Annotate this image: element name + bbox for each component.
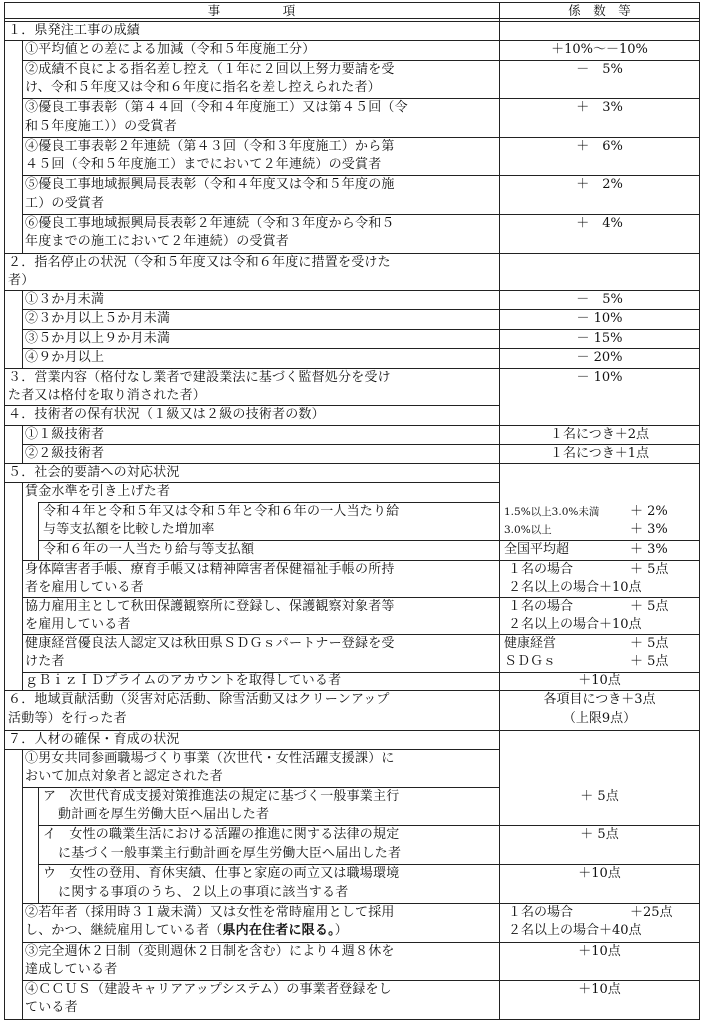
- section-7-title: ７．人材の確保・育成の状況: [8, 732, 180, 747]
- s7-item-2-value-2: ２名以上の場合＋40点: [508, 923, 642, 938]
- s1-item-5-value: ＋ 2%: [576, 177, 623, 192]
- s1-item-2: ②成績不良による指名差し控え（１年に２回以上努力要請を受: [25, 62, 395, 77]
- s1-item-3: ③優良工事表彰（第４４回（令和４年度施工）又は第４５回（令: [25, 100, 408, 115]
- rule: [22, 40, 23, 253]
- section-2-title: ２．指名停止の状況（令和５年度又は令和６年度に措置を受けた: [8, 255, 391, 270]
- s1-item-5-cont: 工）の受賞者: [25, 196, 105, 211]
- s5-probation: 協力雇用主として秋田保護観察所に登録し、保護観察対象者等: [25, 599, 395, 614]
- s7-item-2-cont: [25, 922, 497, 940]
- header-coefficient: 係 数 等: [568, 3, 631, 18]
- s7-item-3-value: ＋10点: [578, 944, 621, 959]
- s7-item-2-cont-bold: 県内在住者に限る。: [222, 923, 335, 938]
- s5-health: 健康経営優良法人認定又は秋田県ＳＤＧｓパートナー登録を受: [25, 636, 395, 651]
- section-6-title: ６．地域貢献活動（災害対応活動、除雪活動又はクリーンアップ: [8, 692, 390, 707]
- s5-wage-amount-condition: 全国平均超: [504, 542, 570, 557]
- rule: [4, 1019, 699, 1020]
- s7-sub-u-cont: に関する事項のうち、２以上の事項に該当する者: [58, 885, 349, 900]
- rule: [38, 787, 39, 903]
- s1-item-3-value: ＋ 3%: [576, 100, 623, 115]
- s5-wage-amount-points: ＋ 3%: [630, 542, 668, 557]
- s6-value: 各項目につき＋3点: [543, 692, 656, 707]
- s5-wage-increase-tier-2-points: ＋ 3%: [630, 522, 668, 537]
- s5-disability: 身体障害者手帳、療育手帳又は精神障害者保健福祉手帳の所持: [25, 562, 395, 577]
- s5-disability-value-1-points: ＋ 5点: [630, 562, 669, 577]
- s1-item-1-value: ＋10%～－10%: [551, 42, 648, 57]
- section-4-title: ４．技術者の保有状況（１級又は２級の技術者の数）: [8, 407, 325, 422]
- s5-gbizid-value: ＋10点: [578, 673, 621, 688]
- s7-item-2-value-1: １名の場合: [508, 905, 574, 920]
- s2-item-4-value: － 20%: [576, 350, 623, 365]
- s1-item-2-cont: け、令和５年度又は令和６年度に指名を差し控えられた者）: [25, 80, 381, 95]
- s2-item-1: ①３か月未満: [25, 292, 105, 307]
- s7-item-4: ④ＣＣＵＳ（建設キャリアアップシステム）の事業者登録をし: [25, 982, 392, 997]
- s7-sub-i: イ 女性の職業生活における活躍の推進に関する法律の規定: [43, 827, 400, 842]
- s4-item-1: ①１級技術者: [25, 427, 105, 442]
- rule: [4, 2, 5, 1020]
- s2-item-2: ②３か月以上５か月未満: [25, 311, 171, 326]
- s5-wage-increase: 令和４年と令和５年又は令和５年と令和６年の一人当たり給: [43, 504, 400, 519]
- s1-item-2-value: － 5%: [576, 62, 623, 77]
- s7-item-2: ②若年者（採用時３１歳未満）又は女性を常時雇用として採用: [25, 905, 395, 920]
- rule: [38, 502, 39, 560]
- s7-item-2-value-1-points: ＋25点: [630, 905, 673, 920]
- s1-item-6-cont: 年度までの施工において２年連続）の受賞者: [25, 234, 290, 249]
- s7-item-2-cont-a: し、かつ、継続雇用している者（: [25, 923, 223, 938]
- s5-health-value-2: ＳＤＧｓ: [504, 654, 557, 669]
- s7-item-1-cont: おいて加点対象者と認定された者: [25, 769, 224, 784]
- section-5-title: ５．社会的要請への対応状況: [8, 465, 180, 480]
- section-3-title: ３．営業内容（格付なし業者で建設業法に基づく監督処分を受け: [8, 370, 391, 385]
- s5-wage-increase-tier-1-points: ＋ 2%: [630, 504, 668, 519]
- section-6-title-cont: 活動等）を行った者: [8, 711, 127, 726]
- s5-wage-increase-tier-1: 1.5%以上3.0%未満: [504, 506, 600, 518]
- s6-value-limit: （上限9点）: [562, 711, 637, 726]
- s7-item-1: ①男女共同参画職場づくり事業（次世代・女性活躍支援課）に: [25, 751, 395, 766]
- section-1-title: １．県発注工事の成績: [8, 23, 141, 38]
- s1-item-6: ⑥優良工事地域振興局長表彰２年連続（令和３年度から令和５: [25, 216, 395, 231]
- s7-sub-u-value: ＋10点: [578, 866, 621, 881]
- s7-sub-u: ウ 女性の登用、育休実績、仕事と家庭の両立又は職場環境: [43, 866, 400, 881]
- s5-health-value-1: 健康経営: [504, 636, 557, 651]
- s7-item-3-cont: 達成している者: [25, 962, 118, 977]
- s5-disability-cont: 者を雇用している者: [25, 580, 144, 595]
- section-3-title-cont: た者又は格付を取り消された者）: [8, 388, 207, 403]
- s7-item-3: ③完全週休２日制（変則週休２日制を含む）により４週８休を: [25, 944, 395, 959]
- s1-item-5: ⑤優良工事地域振興局長表彰（令和４年度又は令和５年度の施: [25, 177, 395, 192]
- s7-sub-i-cont: に基づく一般事業主行動計画を厚生労働大臣へ届出した者: [58, 846, 402, 861]
- s5-probation-value-1-points: ＋ 5点: [630, 599, 669, 614]
- s7-item-4-value: ＋10点: [578, 982, 621, 997]
- header-item: 事 項: [207, 3, 296, 18]
- s2-item-1-value: － 5%: [576, 292, 623, 307]
- s1-item-4-value: ＋ 6%: [576, 139, 623, 154]
- s4-item-2-value: １名につき＋1点: [549, 446, 649, 461]
- rule: [22, 749, 23, 1019]
- section-2-title-cont: 者）: [8, 273, 35, 288]
- s5-health-cont: けた者: [25, 654, 65, 669]
- s2-item-2-value: － 10%: [576, 311, 623, 326]
- s7-sub-i-value: ＋ 5点: [580, 827, 619, 842]
- rule: [499, 253, 699, 254]
- s2-item-3-value: － 15%: [576, 331, 623, 346]
- s7-sub-a: ア 次世代育成支援対策推進法の規定に基づく一般事業主行: [43, 789, 400, 804]
- s1-item-4: ④優良工事表彰２年連続（第４３回（令和３年度施工）から第: [25, 139, 395, 154]
- rule: [4, 18, 699, 19]
- s7-item-4-cont: ている者: [25, 1000, 78, 1015]
- s5-health-value-1-points: ＋ 5点: [630, 636, 669, 651]
- s1-item-3-cont: 和５年度施工））の受賞者: [25, 119, 177, 134]
- s5-wage-heading: 賃金水準を引き上げた者: [25, 484, 171, 499]
- s1-item-1: ①平均値との差による加減（令和５年度施工分）: [25, 42, 316, 57]
- s5-health-value-2-points: ＋ 5点: [630, 654, 669, 669]
- s5-wage-increase-cont: 与等支払額を比較した増加率: [43, 522, 215, 537]
- s5-probation-value-2: ２名以上の場合＋10点: [508, 617, 642, 632]
- s1-item-4-cont: ４５回（令和５年度施工）までにおいて２年連続）の受賞者: [25, 157, 382, 172]
- rule: [699, 2, 700, 1020]
- s5-disability-value-1: １名の場合: [508, 562, 574, 577]
- s4-item-1-value: １名につき＋2点: [549, 427, 649, 442]
- rule: [499, 463, 699, 464]
- s2-item-4: ④９か月以上: [25, 350, 105, 365]
- s5-probation-value-1: １名の場合: [508, 599, 574, 614]
- s4-item-2: ②２級技術者: [25, 446, 105, 461]
- s5-probation-cont: を雇用している者: [25, 617, 131, 632]
- s2-item-3: ③５か月以上９か月未満: [25, 331, 171, 346]
- s5-wage-amount: 令和６年の一人当たり給与等支払額: [43, 542, 255, 557]
- s7-item-2-cont-c: ）: [334, 923, 348, 938]
- s1-item-6-value: ＋ 4%: [576, 216, 623, 231]
- s7-sub-a-value: ＋ 5点: [580, 789, 619, 804]
- s5-disability-value-2: ２名以上の場合＋10点: [508, 580, 642, 595]
- s7-sub-a-cont: 動計画を厚生労働大臣へ届出した者: [58, 807, 270, 822]
- s5-gbizid: ｇＢｉｚＩＤプライムのアカウントを取得している者: [25, 673, 342, 688]
- s5-wage-increase-tier-2: 3.0%以上: [504, 524, 552, 536]
- rule: [499, 730, 699, 731]
- s3-value: － 10%: [576, 370, 623, 385]
- rule: [22, 482, 23, 690]
